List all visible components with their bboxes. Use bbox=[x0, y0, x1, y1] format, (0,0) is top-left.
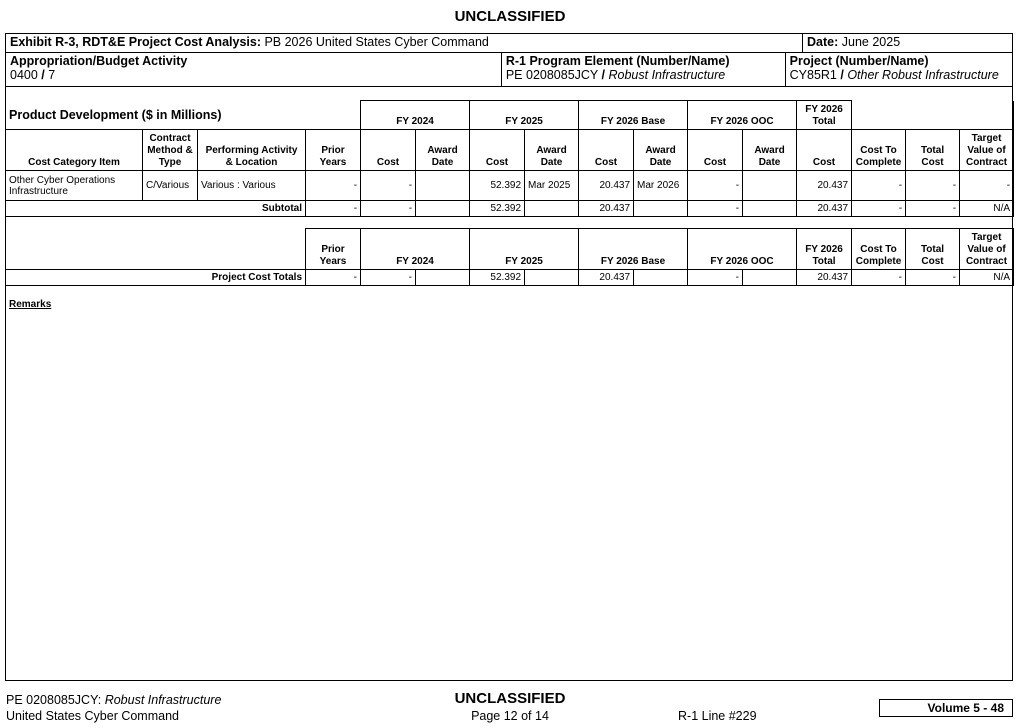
col-cost-to-complete: Cost To Complete bbox=[852, 130, 906, 171]
footer-pe-name: Robust Infrastructure bbox=[104, 693, 222, 707]
row-fy26o-award bbox=[743, 171, 797, 201]
col-prior-years: Prior Years bbox=[306, 130, 361, 171]
col-fy25-cost: Cost bbox=[470, 130, 525, 171]
subtotal-total: - bbox=[906, 201, 960, 217]
totals-fy26t: 20.437 bbox=[797, 270, 852, 286]
project-cost-totals-table bbox=[5, 228, 1014, 286]
row-method: C/Various bbox=[143, 171, 198, 201]
totals-prior: - bbox=[306, 270, 361, 286]
pe-sep: / bbox=[601, 68, 606, 82]
col-fy25-award: Award Date bbox=[525, 130, 579, 171]
group-fy2026-base: FY 2026 Base bbox=[579, 101, 688, 130]
row-total: - bbox=[906, 171, 960, 201]
row-item: Other Cyber Operations Infrastructure bbox=[6, 171, 143, 201]
table-row bbox=[6, 171, 1014, 201]
exhibit-title: , RDT&E Project Cost Analysis: bbox=[75, 35, 261, 49]
col-performing-activity: Performing Activity & Location bbox=[198, 130, 306, 171]
subtotal-fy26b: 20.437 bbox=[579, 201, 634, 217]
totals-target: N/A bbox=[960, 270, 1014, 286]
subtotal-ctc: - bbox=[852, 201, 906, 217]
row-activity: Various : Various bbox=[198, 171, 306, 201]
date-cell bbox=[803, 34, 1013, 53]
approp-label: Appropriation/Budget Activity bbox=[10, 54, 188, 68]
approp-cell bbox=[6, 53, 502, 87]
project-name: Other Robust Infrastructure bbox=[843, 68, 999, 82]
row-fy25-award: Mar 2025 bbox=[525, 171, 579, 201]
footer-r1-line: R-1 Line #229 bbox=[678, 709, 757, 723]
footer-pe-prefix: PE 0208085JCY: bbox=[6, 693, 105, 707]
row-fy26b-cost: 20.437 bbox=[579, 171, 634, 201]
col-fy26o-award: Award Date bbox=[743, 130, 797, 171]
subtotal-fy24: - bbox=[361, 201, 416, 217]
totals-fy26b: 20.437 bbox=[579, 270, 634, 286]
col-fy26b-award: Award Date bbox=[634, 130, 688, 171]
col-fy24-award: Award Date bbox=[416, 130, 470, 171]
date-value: June 2025 bbox=[838, 35, 901, 49]
project-cell bbox=[785, 53, 1012, 87]
col-fy26b-cost: Cost bbox=[579, 130, 634, 171]
col-fy26t-cost: Cost bbox=[797, 130, 852, 171]
totals-fy25: 52.392 bbox=[470, 270, 525, 286]
exhibit-header bbox=[5, 33, 1013, 87]
row-target: - bbox=[960, 171, 1014, 201]
project-sep: / bbox=[840, 68, 844, 82]
totals-col-fy2024: FY 2024 bbox=[361, 229, 470, 270]
totals-col-fy2025: FY 2025 bbox=[470, 229, 579, 270]
group-fy2025: FY 2025 bbox=[470, 101, 579, 130]
pe-cell bbox=[501, 53, 785, 87]
col-cost-category: Cost Category Item bbox=[6, 130, 143, 171]
totals-col-target: Target Value of Contract bbox=[960, 229, 1014, 270]
row-fy26b-award: Mar 2026 bbox=[634, 171, 688, 201]
exhibit-label: Exhibit R-3 bbox=[10, 35, 76, 49]
subtotal-row bbox=[6, 201, 1014, 217]
totals-label: Project Cost Totals bbox=[6, 270, 306, 286]
totals-ctc: - bbox=[852, 270, 906, 286]
approp-sep: / bbox=[41, 68, 45, 82]
project-cost-totals-row bbox=[6, 270, 1014, 286]
footer-org: United States Cyber Command bbox=[6, 709, 179, 723]
classification-banner-bottom: UNCLASSIFIED bbox=[454, 690, 566, 707]
footer-page: Page 12 of 14 bbox=[471, 709, 549, 723]
col-fy26o-cost: Cost bbox=[688, 130, 743, 171]
classification-banner-top: UNCLASSIFIED bbox=[454, 8, 566, 25]
row-fy25-cost: 52.392 bbox=[470, 171, 525, 201]
pe-number: PE 0208085JCY bbox=[505, 68, 602, 82]
date-label: Date: bbox=[807, 35, 839, 49]
totals-col-fy2026-base: FY 2026 Base bbox=[579, 229, 688, 270]
subtotal-fy26t: 20.437 bbox=[797, 201, 852, 217]
subtotal-label: Subtotal bbox=[6, 201, 306, 217]
row-fy26t-cost: 20.437 bbox=[797, 171, 852, 201]
row-prior: - bbox=[306, 171, 361, 201]
product-development-table bbox=[5, 100, 1014, 217]
footer-volume: Volume 5 - 48 bbox=[879, 699, 1013, 717]
group-fy2024: FY 2024 bbox=[361, 101, 470, 130]
project-label: Project (Number/Name) bbox=[789, 54, 929, 68]
col-fy24-cost: Cost bbox=[361, 130, 416, 171]
totals-col-fy2026-ooc: FY 2026 OOC bbox=[688, 229, 797, 270]
totals-col-prior: Prior Years bbox=[306, 229, 361, 270]
pe-label: R-1 Program Element (Number/Name) bbox=[505, 54, 730, 68]
remarks-label: Remarks bbox=[9, 299, 52, 310]
section-title: Product Development ($ in Millions) bbox=[6, 101, 361, 130]
totals-total: - bbox=[906, 270, 960, 286]
row-fy24-award bbox=[416, 171, 470, 201]
approp-value-a: 0400 bbox=[10, 68, 42, 82]
col-contract-method: Contract Method & Type bbox=[143, 130, 198, 171]
project-number: CY85R1 bbox=[789, 68, 841, 82]
group-fy2026-ooc: FY 2026 OOC bbox=[688, 101, 797, 130]
subtotal-fy26o: - bbox=[688, 201, 743, 217]
approp-value-b: 7 bbox=[44, 68, 56, 82]
exhibit-title-cell bbox=[6, 34, 786, 53]
col-target-value: Target Value of Contract bbox=[960, 130, 1014, 171]
totals-col-total: Total Cost bbox=[906, 229, 960, 270]
totals-fy24: - bbox=[361, 270, 416, 286]
subtotal-prior: - bbox=[306, 201, 361, 217]
row-ctc: - bbox=[852, 171, 906, 201]
group-fy2026-total: FY 2026 Total bbox=[797, 101, 852, 130]
subtotal-target: N/A bbox=[960, 201, 1014, 217]
col-total-cost: Total Cost bbox=[906, 130, 960, 171]
row-fy26o-cost: - bbox=[688, 171, 743, 201]
totals-fy26o: - bbox=[688, 270, 743, 286]
subtotal-fy25: 52.392 bbox=[470, 201, 525, 217]
totals-col-fy2026-total: FY 2026 Total bbox=[797, 229, 852, 270]
row-fy24-cost: - bbox=[361, 171, 416, 201]
exhibit-value: PB 2026 United States Cyber Command bbox=[260, 35, 489, 49]
totals-col-ctc: Cost To Complete bbox=[852, 229, 906, 270]
pe-name: Robust Infrastructure bbox=[605, 68, 726, 82]
